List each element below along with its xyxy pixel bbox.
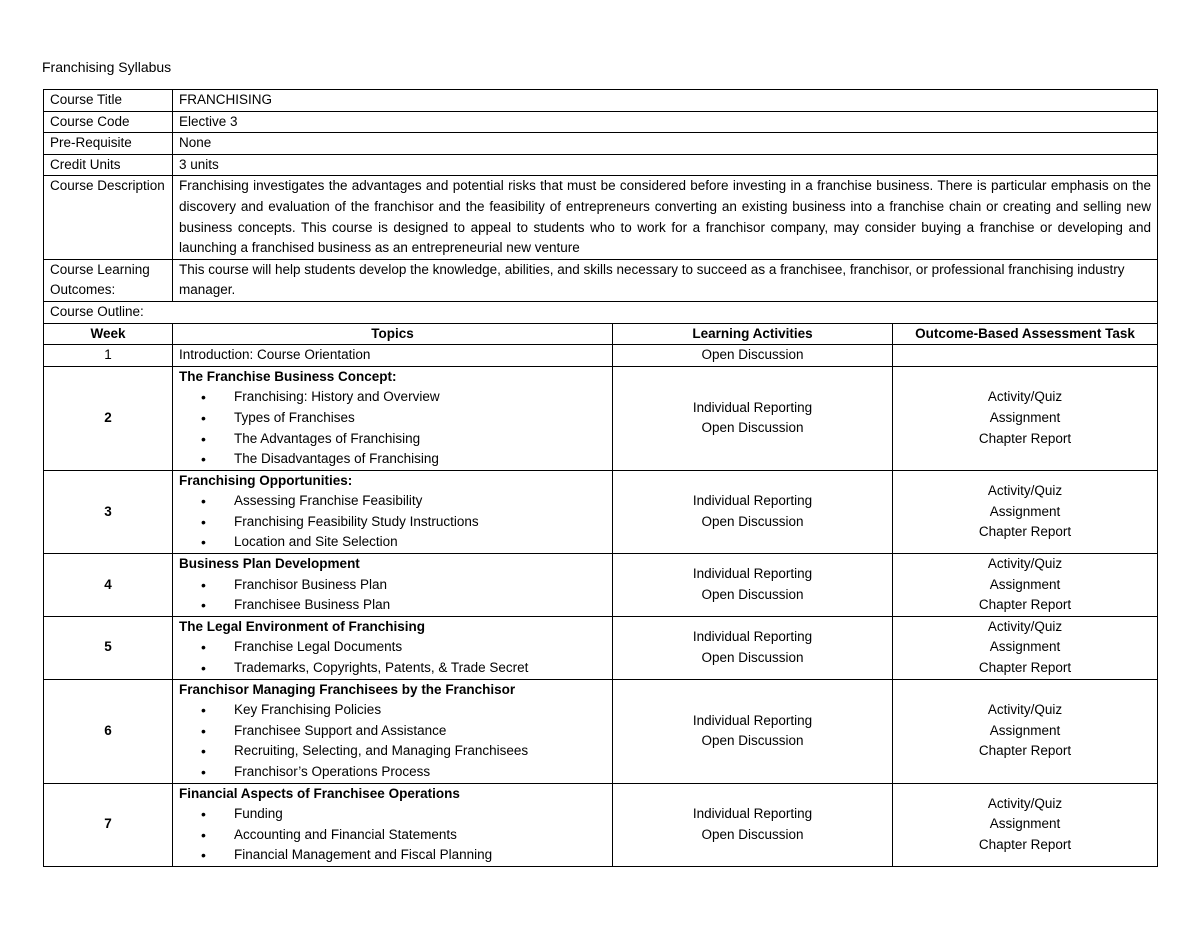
learning-activities-cell xyxy=(613,470,893,553)
course-title-value: FRANCHISING xyxy=(173,90,1158,112)
list-item: • Franchisee Business Plan xyxy=(179,595,606,616)
topic-title: Franchisor Managing Franchisees by the Franchisor xyxy=(179,681,516,697)
list-item: • Types of Franchises xyxy=(179,408,606,429)
list-item: • Key Franchising Policies xyxy=(179,700,606,721)
prerequisite-value: None xyxy=(173,133,1158,155)
topic-title: Introduction: Course Orientation xyxy=(179,347,371,363)
document-title: Franchising Syllabus xyxy=(42,59,172,75)
list-item: • The Advantages of Franchising xyxy=(179,429,606,450)
course-outline-row xyxy=(44,301,1158,323)
assessment-item: Chapter Report xyxy=(978,743,1072,759)
activity-item: Individual Reporting xyxy=(692,493,813,509)
topic-cell xyxy=(173,470,613,553)
list-item: • Location and Site Selection xyxy=(179,532,606,553)
topic-bullet-list xyxy=(179,637,606,678)
topic-title: The Franchise Business Concept: xyxy=(179,368,397,384)
list-item: • Franchisor Business Plan xyxy=(179,575,606,596)
list-item: • Franchising: History and Overview xyxy=(179,387,606,408)
topic-cell xyxy=(173,554,613,617)
assessment-item: Activity/Quiz xyxy=(987,795,1063,811)
syllabus-table xyxy=(43,89,1158,867)
course-code-value: Elective 3 xyxy=(173,111,1158,133)
week-number: 4 xyxy=(44,554,173,617)
course-title-row xyxy=(44,90,1158,112)
credit-units-row xyxy=(44,154,1158,176)
assessment-task-cell xyxy=(893,345,1158,367)
assessment-task-cell xyxy=(893,554,1158,617)
header-topics: Topics xyxy=(173,323,613,345)
list-item: • Franchising Feasibility Study Instructions xyxy=(179,512,606,533)
activity-item: Open Discussion xyxy=(701,420,804,436)
activity-item: Open Discussion xyxy=(701,513,804,529)
activity-item: Open Discussion xyxy=(701,586,804,602)
topic-cell xyxy=(173,783,613,866)
assessment-item: Activity/Quiz xyxy=(987,618,1063,634)
assessment-item: Activity/Quiz xyxy=(987,702,1063,718)
activity-item: Open Discussion xyxy=(701,649,804,665)
topic-cell xyxy=(173,345,613,367)
prerequisite-row xyxy=(44,133,1158,155)
list-item: • Franchise Legal Documents xyxy=(179,637,606,658)
table-row xyxy=(44,616,1158,679)
table-row xyxy=(44,470,1158,553)
syllabus-body xyxy=(44,90,1158,867)
activity-item: Open Discussion xyxy=(701,733,804,749)
course-outcomes-label: Course Learning Outcomes: xyxy=(44,259,173,301)
activity-item: Individual Reporting xyxy=(692,566,813,582)
course-outcomes-value: This course will help students develop the knowledge, abilities, and skills necessary to succeed as a franchisee, franchisor, or professional franchising industry manager. xyxy=(173,259,1158,301)
course-outcomes-row xyxy=(44,259,1158,301)
activity-item: Individual Reporting xyxy=(692,399,813,415)
topic-title: Financial Aspects of Franchisee Operations xyxy=(179,785,460,801)
topic-title: Franchising Opportunities: xyxy=(179,472,353,488)
assessment-item: Chapter Report xyxy=(978,524,1072,540)
week-number: 3 xyxy=(44,470,173,553)
list-item: • Funding xyxy=(179,804,606,825)
assessment-task-cell xyxy=(893,783,1158,866)
topic-bullet-list xyxy=(179,804,606,866)
list-item: • Accounting and Financial Statements xyxy=(179,825,606,846)
list-item: • Franchisee Support and Assistance xyxy=(179,721,606,742)
table-row xyxy=(44,679,1158,783)
topic-title: Business Plan Development xyxy=(179,556,360,572)
learning-activities-cell xyxy=(613,366,893,470)
assessment-item: Chapter Report xyxy=(978,837,1072,853)
activity-item: Open Discussion xyxy=(701,826,804,842)
course-description-value: Franchising investigates the advantages and potential risks that must be considered before investing in a franchise business. There is particular emphasis on the discovery and evaluation of the franchisor and the feasibility of entrepreneurs converting an existing business into a franchise chain or creating and selling new business concepts. This course is designed to appeal to students who to work for a franchisor company, may consider buying a franchise or developing and launching a franchised business as an entrepreneurial new venture xyxy=(173,176,1158,259)
activity-item: Individual Reporting xyxy=(692,712,813,728)
topic-bullet-list xyxy=(179,700,606,782)
topic-cell xyxy=(173,616,613,679)
table-row xyxy=(44,345,1158,367)
header-assessment-task: Outcome-Based Assessment Task xyxy=(893,323,1158,345)
topic-cell xyxy=(173,366,613,470)
learning-activities-cell xyxy=(613,783,893,866)
assessment-item: Activity/Quiz xyxy=(987,482,1063,498)
table-row xyxy=(44,554,1158,617)
week-number: 2 xyxy=(44,366,173,470)
activity-item: Open Discussion xyxy=(701,347,804,363)
header-week: Week xyxy=(44,323,173,345)
credit-units-value: 3 units xyxy=(173,154,1158,176)
list-item: • Franchisor’s Operations Process xyxy=(179,762,606,783)
course-description-row xyxy=(44,176,1158,259)
learning-activities-cell xyxy=(613,554,893,617)
table-row xyxy=(44,366,1158,470)
assessment-item: Activity/Quiz xyxy=(987,389,1063,405)
week-number: 6 xyxy=(44,679,173,783)
list-item: • The Disadvantages of Franchising xyxy=(179,449,606,470)
week-number: 5 xyxy=(44,616,173,679)
learning-activities-cell xyxy=(613,345,893,367)
topic-title: The Legal Environment of Franchising xyxy=(179,618,426,634)
week-number: 1 xyxy=(44,345,173,367)
list-item: • Trademarks, Copyrights, Patents, & Trade Secret xyxy=(179,658,606,679)
assessment-item: Assignment xyxy=(989,722,1061,738)
header-learning-activities: Learning Activities xyxy=(613,323,893,345)
list-item: • Financial Management and Fiscal Planning xyxy=(179,845,606,866)
course-code-row xyxy=(44,111,1158,133)
assessment-item: Chapter Report xyxy=(978,660,1072,676)
week-number: 7 xyxy=(44,783,173,866)
outline-header-row xyxy=(44,323,1158,345)
assessment-item: Assignment xyxy=(989,816,1061,832)
course-title-label: Course Title xyxy=(44,90,173,112)
assessment-item: Assignment xyxy=(989,409,1061,425)
topic-bullet-list xyxy=(179,491,606,553)
assessment-item: Assignment xyxy=(989,503,1061,519)
assessment-task-cell xyxy=(893,679,1158,783)
assessment-task-cell xyxy=(893,616,1158,679)
course-outline-label: Course Outline: xyxy=(44,301,1158,323)
topic-bullet-list xyxy=(179,575,606,616)
credit-units-label: Credit Units xyxy=(44,154,173,176)
topic-bullet-list xyxy=(179,387,606,469)
course-code-label: Course Code xyxy=(44,111,173,133)
table-row xyxy=(44,783,1158,866)
prerequisite-label: Pre-Requisite xyxy=(44,133,173,155)
course-description-label: Course Description xyxy=(44,176,173,259)
assessment-item: Assignment xyxy=(989,576,1061,592)
assessment-task-cell xyxy=(893,366,1158,470)
list-item: • Recruiting, Selecting, and Managing Franchisees xyxy=(179,741,606,762)
learning-activities-cell xyxy=(613,616,893,679)
list-item: • Assessing Franchise Feasibility xyxy=(179,491,606,512)
assessment-item: Chapter Report xyxy=(978,597,1072,613)
assessment-task-cell xyxy=(893,470,1158,553)
topic-cell xyxy=(173,679,613,783)
assessment-item: Activity/Quiz xyxy=(987,556,1063,572)
activity-item: Individual Reporting xyxy=(692,806,813,822)
assessment-item: Chapter Report xyxy=(978,430,1072,446)
learning-activities-cell xyxy=(613,679,893,783)
assessment-item: Assignment xyxy=(989,639,1061,655)
activity-item: Individual Reporting xyxy=(692,629,813,645)
